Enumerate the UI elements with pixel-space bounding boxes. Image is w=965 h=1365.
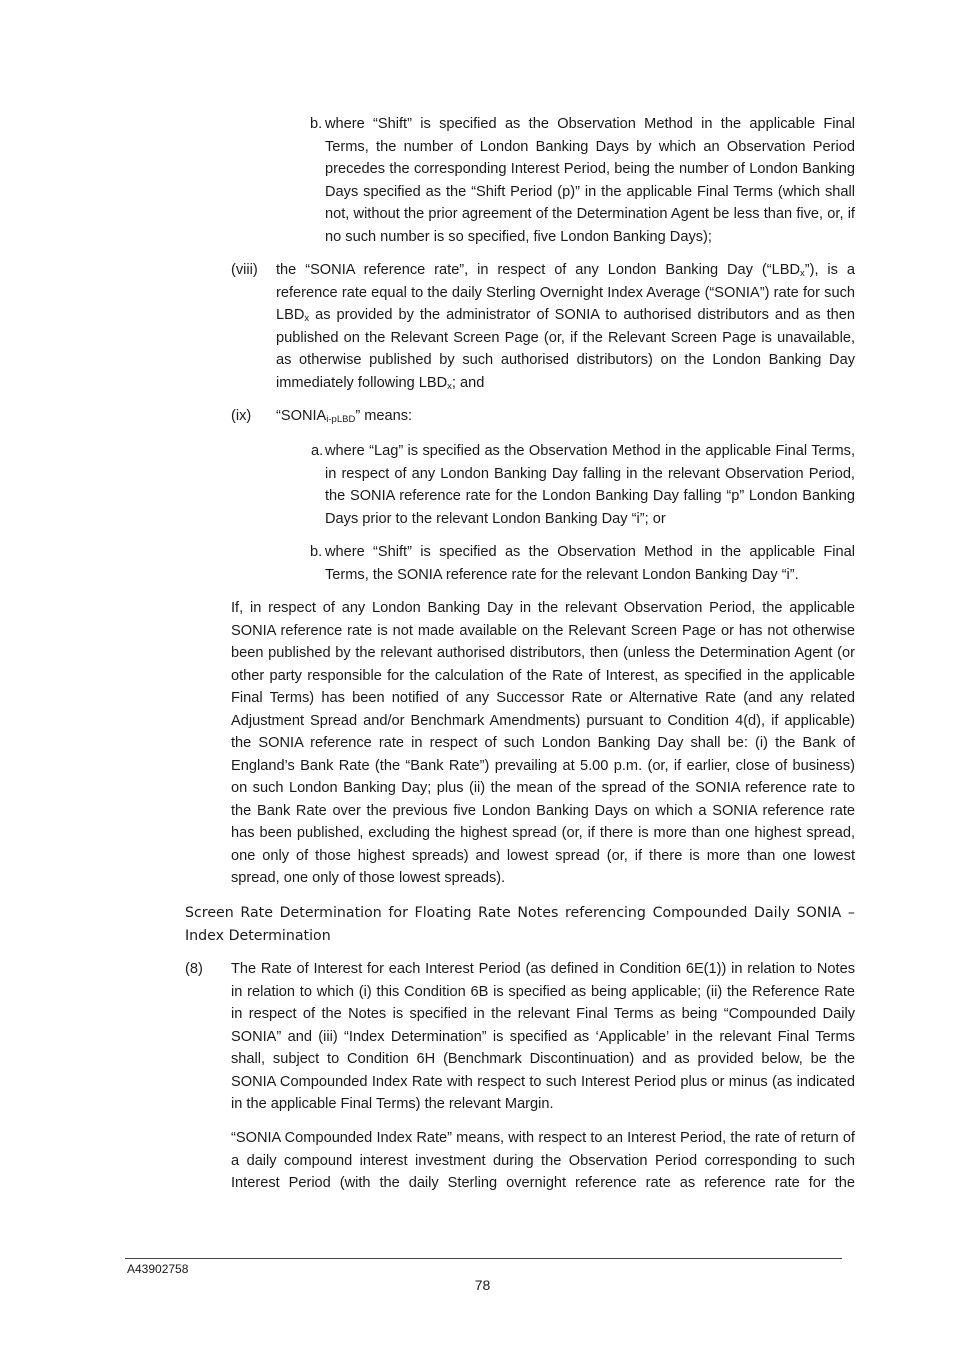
lag-method-definition: where “Lag” is specified as the Observation Method in the applicable Final Terms, in respect of any London Banking Day falling in the relevant Observation Period, the SONIA reference rate for the London Banking Day falling “p” London Banking Days prior to the relevant London Banking Day “i”; or — [325, 443, 855, 527]
page-number: 78 — [474, 1277, 491, 1293]
list-label-viii: (viii) — [231, 262, 258, 278]
section-heading: Screen Rate Determination for Floating Rate Notes referencing Compounded Daily SONIA – Index Determination — [185, 905, 855, 944]
fallback-paragraph: If, in respect of any London Banking Day in the relevant Observation Period, the applicable SONIA reference rate is not made available on the Relevant Screen Page or has not otherwise been published by the relevant authorised distributors, then (unless the Determination Agent (or other party responsible for the calculation of the Rate of Interest, as specified in the applicable Final Terms) has been notified of any Successor Rate or Alternative Rate (and any related Adjustment Spread and/or Benchmark Amendments) pursuant to Condition 4(d), if applicable) the SONIA reference rate in respect of such London Banking Day shall be: (i) the Bank of England’s Bank Rate (the “Bank Rate”) prevailing at 5.00 p.m. (or, if earlier, close of business) on such London Banking Day; plus (ii) the mean of the spread of the SONIA reference rate to the Bank Rate over the previous five London Banking Days on which a SONIA reference rate has been published, excluding the highest spread (or, if there is more than one highest spread, one only of those highest spreads) and lowest spread (or, if there is more than one lowest spread, one only of those lowest spreads). — [231, 600, 855, 886]
shift-method-rate-definition: where “Shift” is specified as the Observation Method in the applicable Final Terms, the SONIA reference rate for the relevant London Banking Day “i”. — [325, 544, 855, 583]
footer-divider — [125, 1258, 842, 1259]
list-label-a-lag: a. — [311, 443, 324, 459]
sonia-reference-rate-definition: the “SONIA reference rate”, in respect of any London Banking Day $(“LBD_x”)$, is a reference rate equal to the daily Sterling Overnight Index Average (“SONIA”) rate for such $LBD_x$ as provided by the administrator of SONIA to authorised distributors and as then published on the Relevant Screen Page (or, if the Relevant Screen Page is unavailable, as otherwise published by such authorised distributors) on the London Banking Day immediately following $LBD_x$; and — [276, 262, 855, 392]
sonia-i-plbd-definition: “$SONIA_{i-pLBD}$” means: — [276, 408, 413, 425]
sonia-compounded-index-rate-paragraph: “SONIA Compounded Index Rate” means, with respect to an Interest Period, the rate of return of a daily compound interest investment during the Observation Period corresponding to such Interest Period (with the daily Sterling overnight reference rate as reference rate for the — [231, 1130, 855, 1191]
list-label-b-shift-period: b. — [310, 116, 323, 132]
shift-period-definition: where “Shift” is specified as the Observation Method in the applicable Final Terms, the number of London Banking Days by which an Observation Period precedes the corresponding Interest Period, being the number of London Banking Days specified as the “Shift Period (p)” in the applicable Final Terms (which shall not, without the prior agreement of the Determination Agent be less than five, or, if no such number is so specified, five London Banking Days); — [325, 116, 855, 245]
document-id: A43902758 — [127, 1262, 189, 1276]
rate-of-interest-paragraph: The Rate of Interest for each Interest Period (as defined in Condition 6E(1)) in relation to Notes in relation to which (i) this Condition 6B is specified as being applicable; (ii) the Reference Rate in respect of the Notes is specified in the relevant Final Terms as being “Compounded Daily SONIA” and (iii) “Index Determination” is specified as ‘Applicable’ in the relevant Final Terms shall, subject to Condition 6H (Benchmark Discontinuation) and as provided below, be the SONIA Compounded Index Rate with respect to such Interest Period plus or minus (as indicated in the applicable Final Terms) the relevant Margin. — [231, 961, 855, 1112]
list-label-b-shift-rate: b. — [310, 544, 323, 560]
list-label-ix: (ix) — [231, 408, 252, 424]
list-label-8: (8) — [185, 961, 203, 977]
